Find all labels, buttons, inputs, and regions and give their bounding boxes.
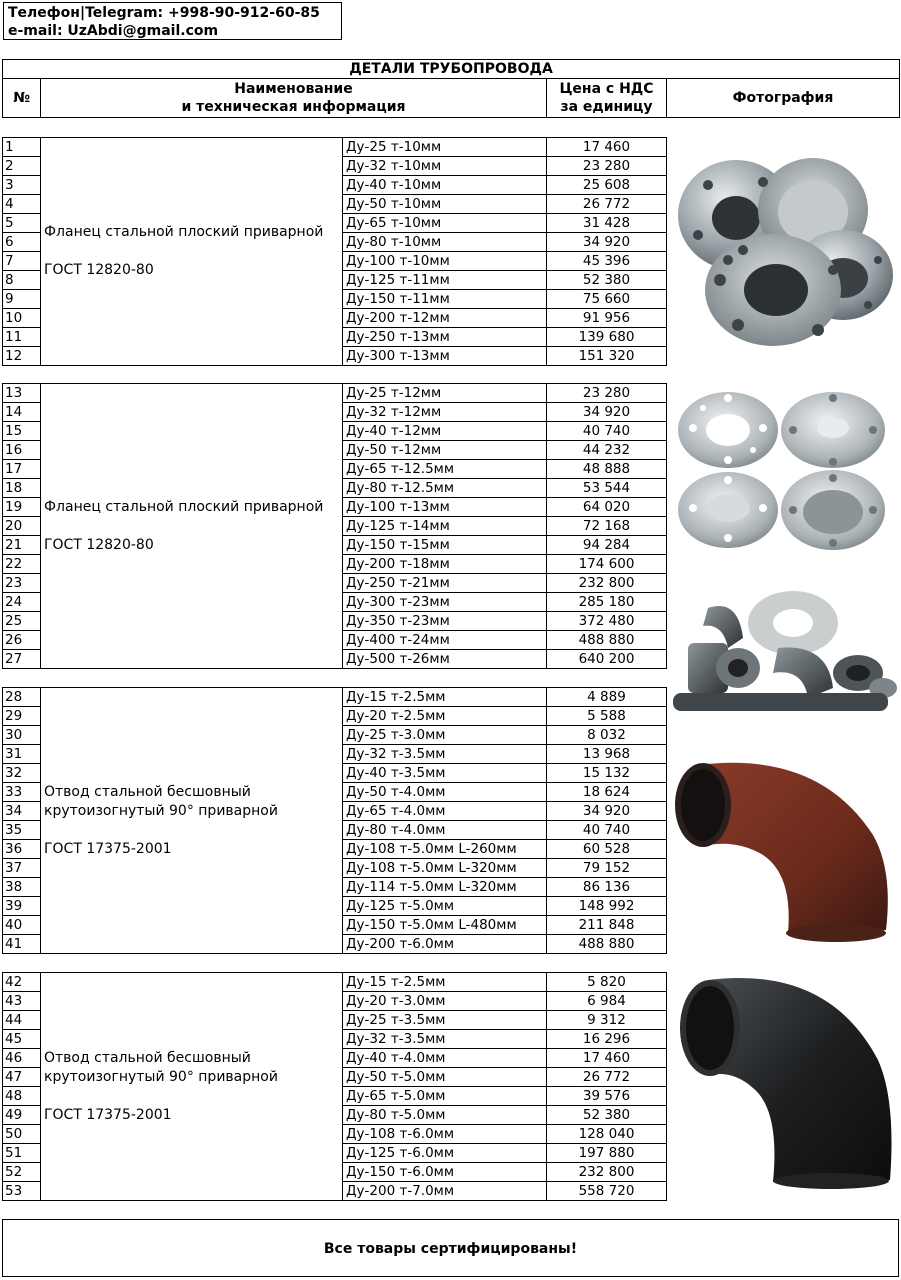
- row-number: 40: [3, 916, 41, 935]
- product-price: 45 396: [547, 252, 667, 271]
- product-price: 26 772: [547, 195, 667, 214]
- product-price: 285 180: [547, 593, 667, 612]
- product-price: 6 984: [547, 992, 667, 1011]
- product-price: 372 480: [547, 612, 667, 631]
- row-number: 30: [3, 726, 41, 745]
- product-spec: Ду-125 т-11мм: [343, 271, 547, 290]
- product-price: 8 032: [547, 726, 667, 745]
- product-name-line: Фланец стальной плоский приварной: [44, 224, 324, 240]
- row-number: 16: [3, 441, 41, 460]
- product-name: [41, 688, 343, 954]
- row-number: 9: [3, 290, 41, 309]
- product-spec: Ду-108 т-5.0мм L-320мм: [343, 859, 547, 878]
- product-spec: Ду-40 т-12мм: [343, 422, 547, 441]
- product-price: 23 280: [547, 157, 667, 176]
- row-number: 44: [3, 1011, 41, 1030]
- product-price: 23 280: [547, 384, 667, 403]
- product-spec: Ду-15 т-2.5мм: [343, 688, 547, 707]
- row-number: 37: [3, 859, 41, 878]
- product-price: 31 428: [547, 214, 667, 233]
- row-number: 35: [3, 821, 41, 840]
- row-number: 23: [3, 574, 41, 593]
- product-price: 9 312: [547, 1011, 667, 1030]
- pipe-fittings-photo-icon: [668, 588, 898, 716]
- product-spec: Ду-32 т-3.5мм: [343, 1030, 547, 1049]
- product-price: 34 920: [547, 802, 667, 821]
- product-spec: Ду-32 т-12мм: [343, 403, 547, 422]
- product-spec: Ду-32 т-10мм: [343, 157, 547, 176]
- product-price: 488 880: [547, 631, 667, 650]
- column-photo-header: Фотография: [667, 79, 900, 118]
- product-price: 52 380: [547, 271, 667, 290]
- product-spec: Ду-65 т-5.0мм: [343, 1087, 547, 1106]
- product-price: 79 152: [547, 859, 667, 878]
- product-spec: Ду-32 т-3.5мм: [343, 745, 547, 764]
- product-name-line: Фланец стальной плоский приварной: [44, 498, 324, 515]
- product-spec: Ду-300 т-23мм: [343, 593, 547, 612]
- product-spec: Ду-50 т-10мм: [343, 195, 547, 214]
- column-price-header-line2: за единицу: [560, 99, 653, 115]
- column-name-header-line2: и техническая информация: [181, 99, 406, 115]
- product-spec: Ду-80 т-4.0мм: [343, 821, 547, 840]
- product-name-line: ГОСТ 12820-80: [44, 536, 154, 553]
- product-price: 232 800: [547, 1163, 667, 1182]
- product-spec: Ду-65 т-10мм: [343, 214, 547, 233]
- row-number: 14: [3, 403, 41, 422]
- product-name-line: Отвод стальной бесшовный: [44, 1049, 251, 1066]
- phone-text: Телефон|Telegram: +998-90-912-60-85: [8, 5, 320, 21]
- product-spec: Ду-100 т-10мм: [343, 252, 547, 271]
- product-price: 5 820: [547, 973, 667, 992]
- row-number: 21: [3, 536, 41, 555]
- product-price: 34 920: [547, 403, 667, 422]
- product-price: 91 956: [547, 309, 667, 328]
- product-price: 26 772: [547, 1068, 667, 1087]
- product-price: 53 544: [547, 479, 667, 498]
- product-spec: Ду-50 т-12мм: [343, 441, 547, 460]
- row-number: 43: [3, 992, 41, 1011]
- product-price: 40 740: [547, 821, 667, 840]
- product-name-line: Отвод стальной бесшовный: [44, 783, 251, 800]
- row-number: 8: [3, 271, 41, 290]
- product-price: 4 889: [547, 688, 667, 707]
- row-number: 6: [3, 233, 41, 252]
- product-price: 139 680: [547, 328, 667, 347]
- product-price: 5 588: [547, 707, 667, 726]
- row-number: 15: [3, 422, 41, 441]
- product-spec: Ду-50 т-5.0мм: [343, 1068, 547, 1087]
- product-name-line: крутоизогнутый 90° приварной: [44, 1068, 278, 1085]
- column-price-header: [547, 79, 667, 118]
- product-price: 48 888: [547, 460, 667, 479]
- product-price: 44 232: [547, 441, 667, 460]
- product-name: [41, 138, 343, 366]
- product-price: 40 740: [547, 422, 667, 441]
- product-spec: Ду-80 т-12.5мм: [343, 479, 547, 498]
- row-number: 28: [3, 688, 41, 707]
- product-spec: Ду-200 т-12мм: [343, 309, 547, 328]
- product-price: 232 800: [547, 574, 667, 593]
- product-spec: Ду-108 т-6.0мм: [343, 1125, 547, 1144]
- product-name-line: [44, 242, 339, 261]
- column-number-header: №: [3, 79, 41, 118]
- product-spec: Ду-114 т-5.0мм L-320мм: [343, 878, 547, 897]
- product-name-line: ГОСТ 17375-2001: [44, 840, 172, 857]
- product-spec: Ду-150 т-5.0мм L-480мм: [343, 916, 547, 935]
- column-name-header: [41, 79, 547, 118]
- product-spec: Ду-40 т-3.5мм: [343, 764, 547, 783]
- product-spec: Ду-50 т-4.0мм: [343, 783, 547, 802]
- product-spec: Ду-200 т-6.0мм: [343, 935, 547, 954]
- product-spec: Ду-150 т-15мм: [343, 536, 547, 555]
- product-price: 128 040: [547, 1125, 667, 1144]
- product-price: 151 320: [547, 347, 667, 366]
- row-number: 45: [3, 1030, 41, 1049]
- product-name-line: ГОСТ 17375-2001: [44, 1106, 172, 1123]
- row-number: 46: [3, 1049, 41, 1068]
- product-price: 18 624: [547, 783, 667, 802]
- row-number: 41: [3, 935, 41, 954]
- product-name-line: крутоизогнутый 90° приварной: [44, 802, 278, 819]
- row-number: 32: [3, 764, 41, 783]
- row-number: 18: [3, 479, 41, 498]
- product-spec: Ду-25 т-10мм: [343, 138, 547, 157]
- product-price: 25 608: [547, 176, 667, 195]
- column-price-header-line1: Цена с НДС: [559, 81, 654, 97]
- product-name: [41, 384, 343, 669]
- product-spec: Ду-108 т-5.0мм L-260мм: [343, 840, 547, 859]
- product-price: 174 600: [547, 555, 667, 574]
- product-price: 197 880: [547, 1144, 667, 1163]
- product-spec: Ду-65 т-12.5мм: [343, 460, 547, 479]
- product-spec: Ду-20 т-2.5мм: [343, 707, 547, 726]
- product-price: 64 020: [547, 498, 667, 517]
- row-number: 2: [3, 157, 41, 176]
- row-number: 13: [3, 384, 41, 403]
- document-title: ДЕТАЛИ ТРУБОПРОВОДА: [3, 60, 900, 79]
- product-spec: Ду-125 т-14мм: [343, 517, 547, 536]
- row-number: 10: [3, 309, 41, 328]
- row-number: 19: [3, 498, 41, 517]
- product-spec: Ду-300 т-13мм: [343, 347, 547, 366]
- row-number: 31: [3, 745, 41, 764]
- black-elbow-photo-icon: [668, 970, 898, 1190]
- product-name-line: [44, 517, 339, 536]
- product-spec: Ду-500 т-26мм: [343, 650, 547, 669]
- row-number: 1: [3, 138, 41, 157]
- email-text: e-mail: UzAbdi@gmail.com: [8, 23, 219, 39]
- product-spec: Ду-250 т-21мм: [343, 574, 547, 593]
- product-spec: Ду-40 т-10мм: [343, 176, 547, 195]
- product-price: 34 920: [547, 233, 667, 252]
- header-table: [2, 59, 900, 118]
- row-number: 50: [3, 1125, 41, 1144]
- product-spec: Ду-400 т-24мм: [343, 631, 547, 650]
- product-price: 16 296: [547, 1030, 667, 1049]
- product-spec: Ду-200 т-7.0мм: [343, 1182, 547, 1201]
- row-number: 29: [3, 707, 41, 726]
- product-spec: Ду-350 т-23мм: [343, 612, 547, 631]
- product-spec: Ду-15 т-2.5мм: [343, 973, 547, 992]
- product-spec: Ду-200 т-18мм: [343, 555, 547, 574]
- product-spec: Ду-25 т-3.5мм: [343, 1011, 547, 1030]
- certification-footer: Все товары сертифицированы!: [2, 1219, 899, 1277]
- product-price: 640 200: [547, 650, 667, 669]
- row-number: 53: [3, 1182, 41, 1201]
- row-number: 12: [3, 347, 41, 366]
- product-spec: Ду-250 т-13мм: [343, 328, 547, 347]
- product-spec: Ду-20 т-3.0мм: [343, 992, 547, 1011]
- product-spec: Ду-125 т-6.0мм: [343, 1144, 547, 1163]
- row-number: 25: [3, 612, 41, 631]
- product-price: 488 880: [547, 935, 667, 954]
- product-price: 39 576: [547, 1087, 667, 1106]
- product-spec: Ду-150 т-11мм: [343, 290, 547, 309]
- product-price: 211 848: [547, 916, 667, 935]
- row-number: 48: [3, 1087, 41, 1106]
- row-number: 36: [3, 840, 41, 859]
- row-number: 51: [3, 1144, 41, 1163]
- row-number: 24: [3, 593, 41, 612]
- row-number: 27: [3, 650, 41, 669]
- row-number: 17: [3, 460, 41, 479]
- product-price: 75 660: [547, 290, 667, 309]
- row-number: 42: [3, 973, 41, 992]
- row-number: 49: [3, 1106, 41, 1125]
- row-number: 38: [3, 878, 41, 897]
- product-price: 17 460: [547, 1049, 667, 1068]
- product-name-line: [44, 821, 339, 840]
- product-spec: Ду-25 т-12мм: [343, 384, 547, 403]
- row-number: 33: [3, 783, 41, 802]
- product-spec: Ду-80 т-5.0мм: [343, 1106, 547, 1125]
- product-name-line: [44, 1087, 339, 1106]
- product-price: 13 968: [547, 745, 667, 764]
- product-name-line: ГОСТ 12820-80: [44, 262, 154, 278]
- contact-box: [3, 2, 342, 40]
- flat-flanges-photo-icon: [668, 388, 898, 558]
- row-number: 26: [3, 631, 41, 650]
- product-price: 17 460: [547, 138, 667, 157]
- row-number: 3: [3, 176, 41, 195]
- flange-photo-icon: [668, 140, 898, 365]
- row-number: 52: [3, 1163, 41, 1182]
- product-price: 15 132: [547, 764, 667, 783]
- product-spec: Ду-25 т-3.0мм: [343, 726, 547, 745]
- product-price: 148 992: [547, 897, 667, 916]
- row-number: 4: [3, 195, 41, 214]
- product-price: 60 528: [547, 840, 667, 859]
- column-name-header-line1: Наименование: [234, 81, 353, 97]
- row-number: 39: [3, 897, 41, 916]
- row-number: 34: [3, 802, 41, 821]
- row-number: 20: [3, 517, 41, 536]
- product-spec: Ду-100 т-13мм: [343, 498, 547, 517]
- product-spec: Ду-125 т-5.0мм: [343, 897, 547, 916]
- product-spec: Ду-40 т-4.0мм: [343, 1049, 547, 1068]
- product-spec: Ду-80 т-10мм: [343, 233, 547, 252]
- product-price: 94 284: [547, 536, 667, 555]
- product-spec: Ду-65 т-4.0мм: [343, 802, 547, 821]
- row-number: 7: [3, 252, 41, 271]
- row-number: 11: [3, 328, 41, 347]
- row-number: 5: [3, 214, 41, 233]
- product-price: 86 136: [547, 878, 667, 897]
- row-number: 22: [3, 555, 41, 574]
- product-spec: Ду-150 т-6.0мм: [343, 1163, 547, 1182]
- product-price: 72 168: [547, 517, 667, 536]
- rusty-elbow-photo-icon: [668, 755, 898, 945]
- product-name: [41, 973, 343, 1201]
- row-number: 47: [3, 1068, 41, 1087]
- product-price: 558 720: [547, 1182, 667, 1201]
- product-price: 52 380: [547, 1106, 667, 1125]
